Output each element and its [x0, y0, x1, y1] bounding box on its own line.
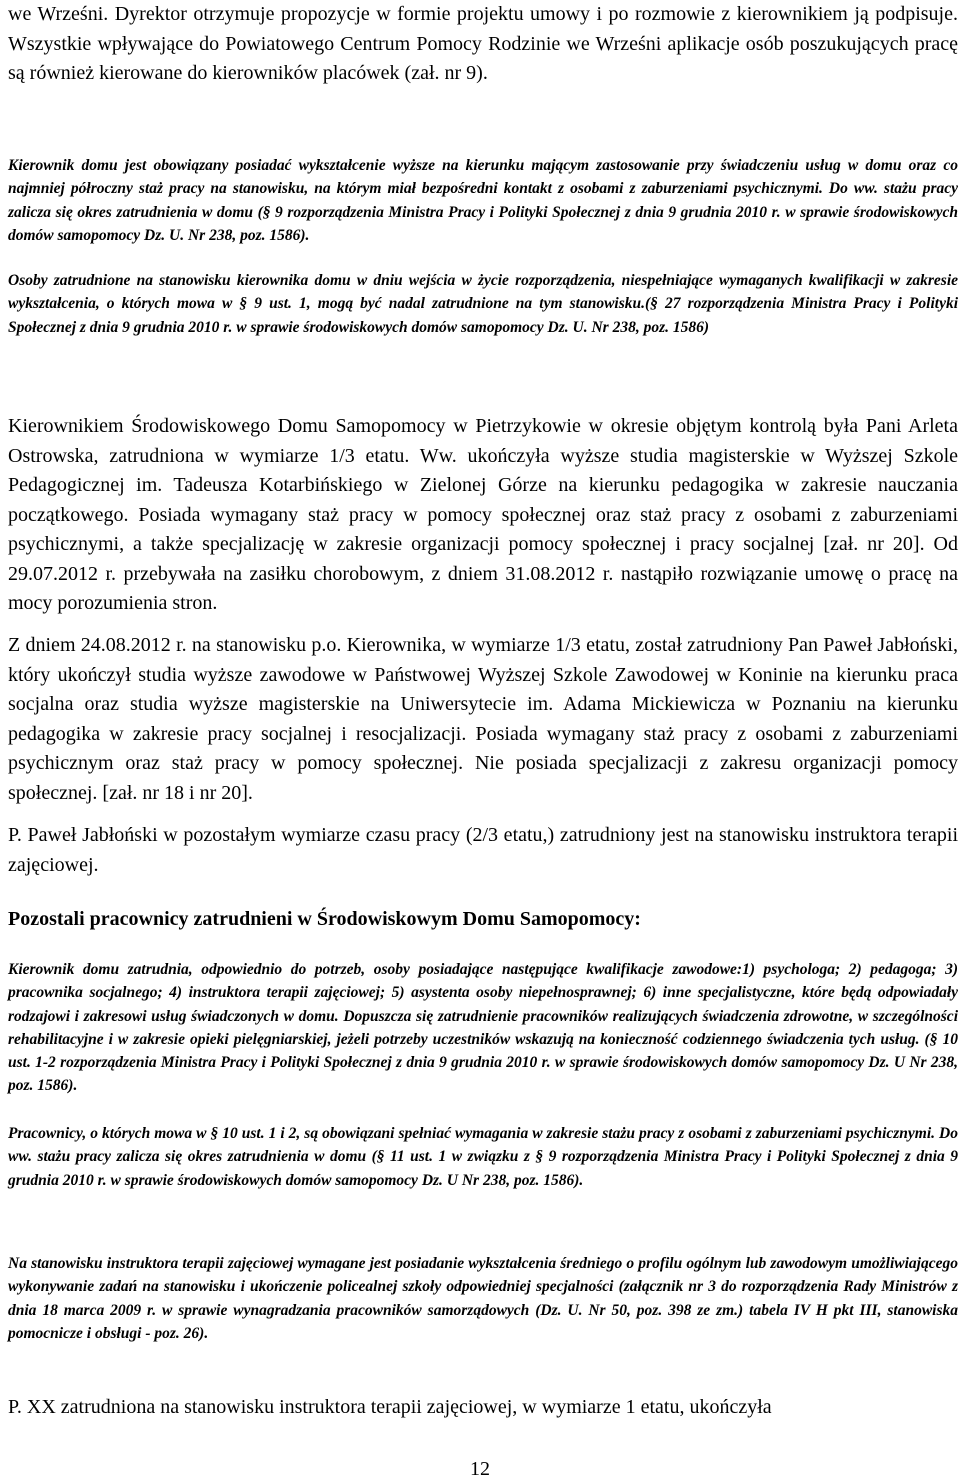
paragraph-staff-experience: Pracownicy, o których mowa w § 10 ust. 1 i 2, są obowiązani spełniać wymagania w zakresie stażu pracy z osobami z zaburzeniami psychicznymi. Do ww. stażu pracy zalicza się okres zatrudnienia w domu (§ 11 ust. 1 w związku z § 9 rozporządzenia Ministra Pracy i Polityki Społecznej z dnia 9 grudnia 2010 r. w sprawie środowiskowych domów samopomocy Dz. U Nr 238, poz. 1586). [8, 1125, 958, 1189]
paragraph-recruitment: we Wrześni. Dyrektor otrzymuje propozycje w formie projektu umowy i po rozmowie z kierownikiem ją podpisuje. Wszystkie wpływające do Powiatowego Centrum Pomocy Rodzinie we Wrześni aplikacje osób poszukujących pracę są również kierowane do kierowników placówek (zał. nr 9). [8, 3, 958, 84]
paragraph-staff-qualifications: Kierownik domu zatrudnia, odpowiednio do potrzeb, osoby posiadające następujące kwalifikacje zawodowe:1) psychologa; 2) pedagoga; 3) pracownika socjalnego; 4) instruktora terapii zajęciowej; 5) asystenta osoby niepełnosprawnej; 6) inne specjalistyczne, które będą odpowiadały rodzajowi i zakresowi usług świadczonych w domu. Dopuszcza się zatrudnienie pracowników realizujących świadczenia zdrowotne, w szczególności rehabilitacyjne i w zakresie opieki pielęgniarskiej, jeżeli potrzeby uczestników wskazują na konieczność codziennego świadczenia tych usług. (§ 10 ust. 1-2 rozporządzenia Ministra Pracy i Polityki Społecznej z dnia 9 grudnia 2010 r. w sprawie środowiskowych domów samopomocy Dz. U Nr 238, poz. 1586). [8, 961, 958, 1095]
paragraph-pawel-instructor: P. Paweł Jabłoński w pozostałym wymiarze czasu pracy (2/3 etatu,) zatrudniony jest na stanowisku instruktora terapii zajęciowej. [8, 824, 958, 876]
paragraph-manager-arleta: Kierownikiem Środowiskowego Domu Samopomocy w Pietrzykowie w okresie objętym kontrolą była Pani Arleta Ostrowska, zatrudniona w wymiarze 1/3 etatu. Ww. ukończyła wyższe studia magisterskie w Wyższej Szkole Pedagogicznej im. Tadeusza Kotarbińskiego w Zielonej Górze na kierunku pedagogika w zakresie nauczania początkowego. Posiada wymagany staż pracy w pomocy społecznej oraz staż pracy z osobami z zaburzeniami psychicznymi, a także specjalizację w zakresie organizacji pomocy społecznej i pracy socjalnej [zał. nr 20]. Od 29.07.2012 r. przebywała na zasiłku chorobowym, z dniem 31.08.2012 r. nastąpiło rozwiązanie umowę o pracę na mocy porozumienia stron. [8, 415, 958, 614]
paragraph-instructor-requirements: Na stanowisku instruktora terapii zajęciowej wymagane jest posiadanie wykształcenia średniego o profilu ogólnym lub zawodowym umożliwiającego wykonywanie zadań na stanowisku i ukończenie policealnej szkoły odpowiedniej specjalności (załącznik nr 3 do rozporządzenia Rady Ministrów z dnia 18 marca 2009 r. w sprawie wynagradzania pracowników samorządowych (Dz. U. Nr 50, poz. 398 ze zm.) tabela IV H pkt III, stanowiska pomocnicze i obsługi - poz. 26). [8, 1255, 958, 1342]
paragraph-manager-pawel: Z dniem 24.08.2012 r. na stanowisku p.o. Kierownika, w wymiarze 1/3 etatu, został zatrudniony Pan Paweł Jabłoński, który ukończył studia wyższe zawodowe w Państwowej Wyższej Szkole Zawodowej w Koninie na kierunku praca socjalna oraz studia wyższe magisterskie na Uniwersytecie im. Adama Mickiewicza w Poznaniu na kierunku pedagogika w zakresie pracy socjalnej i resocjalizacji. Posiada wymagany staż pracy z osobami z zaburzeniami psychicznym oraz staż pracy w pomocy społecznej. Nie posiada specjalizacji z zakresu organizacji pomocy społecznej. [zał. nr 18 i nr 20]. [8, 634, 958, 804]
section-heading: Pozostali pracownicy zatrudnieni w Środowiskowym Domu Samopomocy: [8, 908, 641, 930]
paragraph-instructor-xx: P. XX zatrudniona na stanowisku instruktora terapii zajęciowej, w wymiarze 1 etatu, ukończyła [8, 1396, 772, 1418]
paragraph-manager-requirements: Kierownik domu jest obowiązany posiadać wykształcenie wyższe na kierunku mającym zastosowanie przy świadczeniu usług w domu oraz co najmniej półroczny staż pracy na stanowisku, na którym miał bezpośredni kontakt z osobami z zaburzeniami psychicznymi. Do ww. stażu pracy zalicza się okres zatrudnienia w domu (§ 9 rozporządzenia Ministra Pracy i Polityki Społecznej z dnia 9 grudnia 2010 r. w sprawie środowiskowych domów samopomocy Dz. U. Nr 238, poz. 1586). [8, 157, 958, 244]
paragraph-employed-persons: Osoby zatrudnione na stanowisku kierownika domu w dniu wejścia w życie rozporządzenia, niespełniające wymaganych kwalifikacji w zakresie wykształcenia, o których mowa w § 9 ust. 1, mogą być nadal zatrudnione na tym stanowisku.(§ 27 rozporządzenia Ministra Pracy i Polityki Społecznej z dnia 9 grudnia 2010 r. w sprawie środowiskowych domów samopomocy Dz. U. Nr 238, poz. 1586) [8, 272, 958, 336]
page-number: 12 [470, 1458, 490, 1480]
